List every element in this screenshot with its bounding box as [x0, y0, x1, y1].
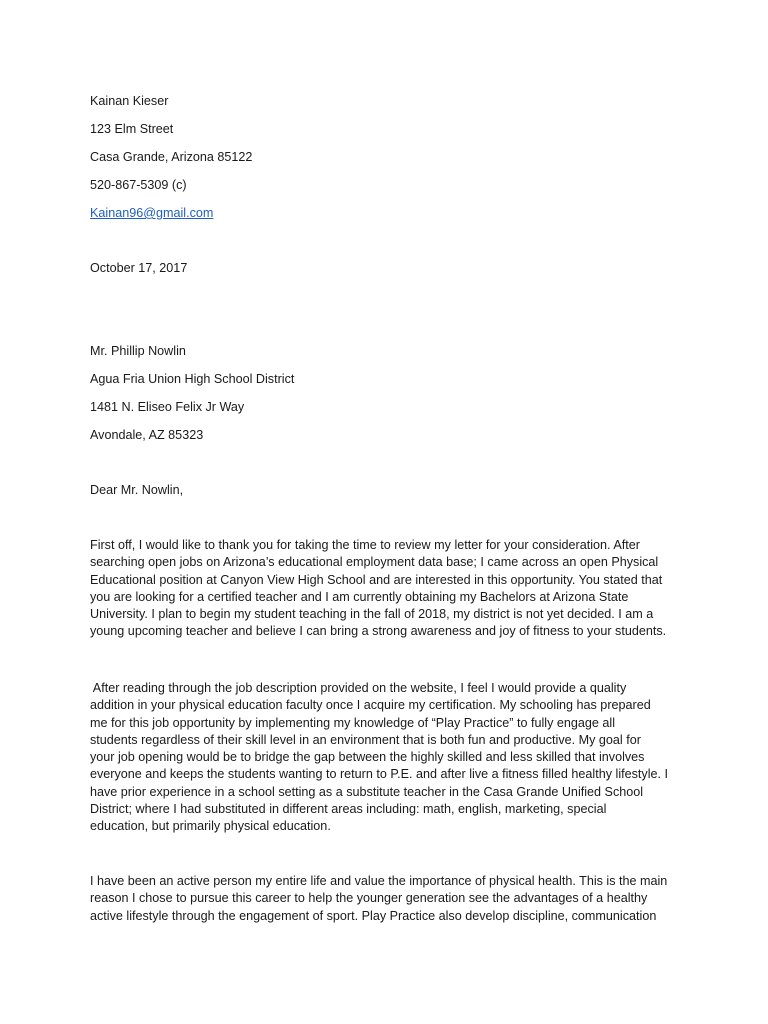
sender-phone: 520-867-5309 (c) [90, 178, 187, 192]
paragraph-line: me for this job opportunity by implementing my knowledge of “Play Practice” to fully engage all [90, 715, 615, 730]
sender-email-link[interactable]: Kainan96@gmail.com [90, 206, 214, 220]
recipient-organization: Agua Fria Union High School District [90, 372, 295, 386]
paragraph-line: reason I chose to pursue this career to help the younger generation see the advantages of a healthy [90, 891, 648, 906]
paragraph-line: students regardless of their skill level in an environment that is both fun and productive. My goal for [90, 732, 641, 747]
paragraph-line: searching open jobs on Arizona’s educational employment data base; I came across an open Physical [90, 555, 659, 570]
paragraph-line: University. I plan to begin my student teaching in the fall of 2018, my district is not yet decided. I am a [90, 607, 654, 622]
recipient-street: 1481 N. Eliseo Felix Jr Way [90, 400, 245, 414]
paragraph-line: District; where I had substituted in different areas including: math, english, marketing, special [90, 802, 607, 817]
body-paragraph-1 [90, 537, 690, 641]
paragraph-line: education, but primarily physical education. [90, 819, 331, 834]
sender-city-line: Casa Grande, Arizona 85122 [90, 150, 253, 164]
paragraph-line: young upcoming teacher and believe I can bring a strong awareness and joy of fitness to your students. [90, 624, 667, 639]
body-paragraph-3 [90, 873, 690, 925]
body-paragraph-2 [90, 680, 690, 836]
paragraph-line: First off, I would like to thank you for taking the time to review my letter for your consideration. After [90, 538, 640, 552]
paragraph-line: active lifestyle through the engagement of sport. Play Practice also develop discipline, communication [90, 908, 657, 923]
letter-date: October 17, 2017 [90, 261, 188, 275]
paragraph-line: addition in your physical education faculty once I acquire my certification. My schooling has prepared [90, 698, 651, 713]
paragraph-line: have prior experience in a school setting as a substitute teacher in the Casa Grande Unified School [90, 784, 644, 799]
paragraph-line: I have been an active person my entire life and value the importance of physical health. This is the main [90, 874, 668, 888]
recipient-city-line: Avondale, AZ 85323 [90, 428, 204, 442]
paragraph-line: your job opening would be to bridge the gap between the highly skilled and less skilled that involves [90, 750, 645, 765]
sender-name: Kainan Kieser [90, 94, 169, 108]
recipient-name: Mr. Phillip Nowlin [90, 344, 186, 358]
salutation: Dear Mr. Nowlin, [90, 483, 184, 497]
sender-street: 123 Elm Street [90, 122, 174, 136]
paragraph-line: Educational position at Canyon View High School and are interested in this opportunity. You stated that [90, 572, 663, 587]
paragraph-line: everyone and keeps the students wanting to return to P.E. and after live a fitness filled healthy lifestyle. I [90, 767, 669, 782]
paragraph-line: you are looking for a certified teacher and I am currently obtaining my Bachelors at Arizona State [90, 589, 629, 604]
paragraph-line: After reading through the job description provided on the website, I feel I would provide a quality [90, 681, 627, 695]
